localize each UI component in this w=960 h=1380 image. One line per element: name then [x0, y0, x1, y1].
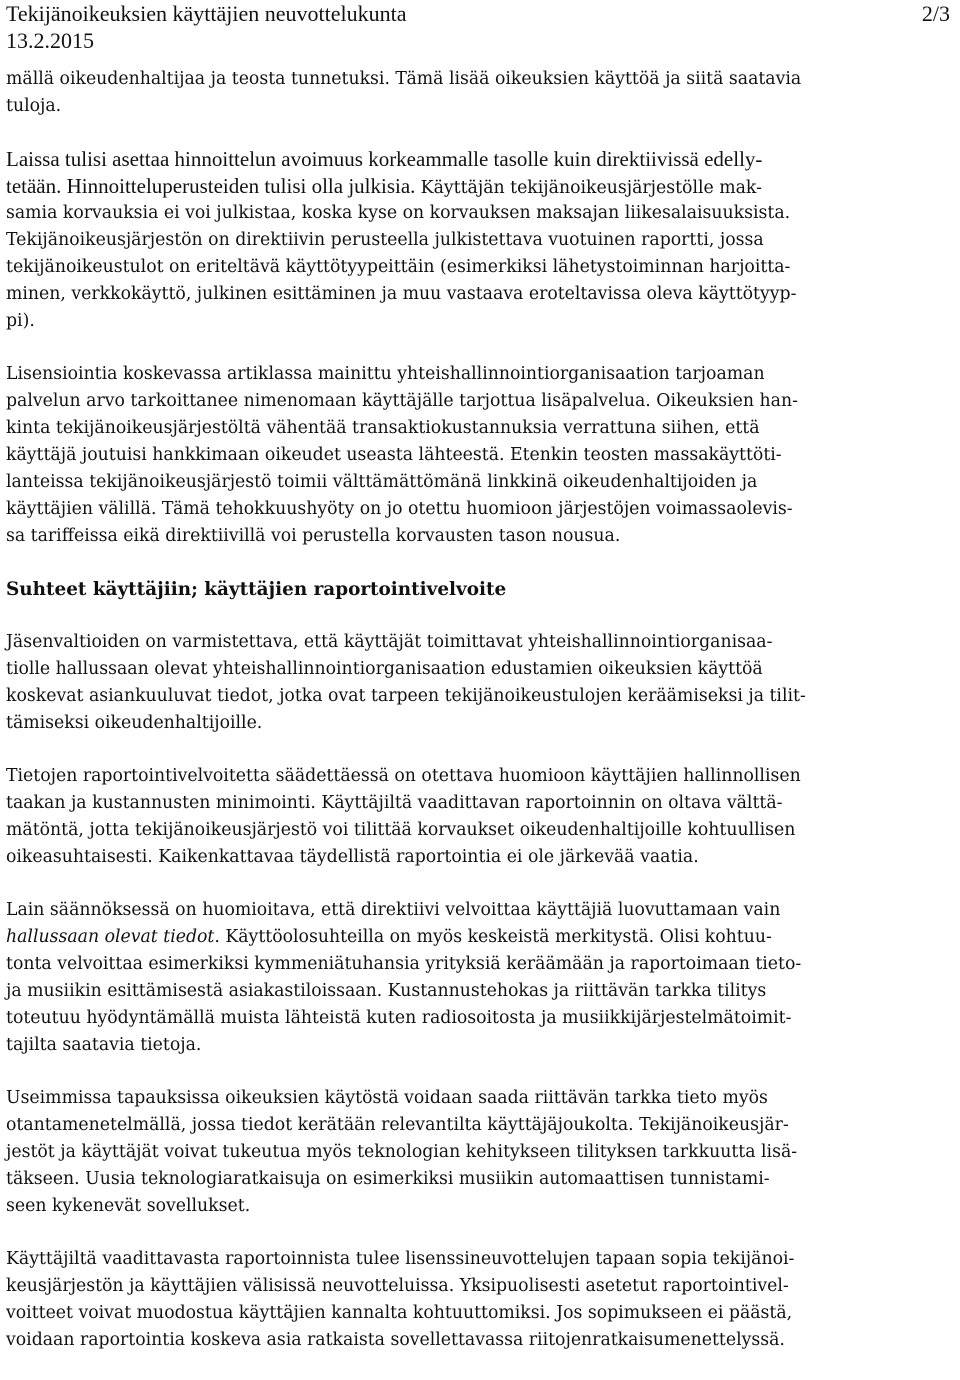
- text-line: tiolle hallussaan olevat yhteishallinnointiorganisaation edustamien oikeuksien käyttöä: [6, 659, 763, 679]
- text-line: [6, 146, 950, 173]
- text-line: koskevat asiankuuluvat tiedot, jotka ovat tarpeen tekijänoikeustulojen keräämiseksi ja tilit-: [6, 686, 806, 706]
- text-line: palvelun arvo tarkoittanee nimenomaan käyttäjälle tarjottua lisäpalvelua. Oikeuksien han-: [6, 391, 798, 411]
- document-body: [6, 66, 950, 1380]
- text-line: oikeasuhtaisesti. Kaikenkattavaa täydellistä raportointia ei ole järkevää vaatia.: [6, 847, 699, 867]
- paragraph: [6, 146, 950, 335]
- text-line: mällä oikeudenhaltijaa ja teosta tunnetuksi. Tämä lisää oikeuksien käyttöä ja siitä saatavia: [6, 69, 802, 89]
- text-line: käyttäjien välillä. Tämä tehokkuushyöty on jo otettu huomioon järjestöjen voimassaolevis-: [6, 499, 793, 519]
- text-line: toteutuu hyödyntämällä muista lähteistä kuten radiosoitosta ja musiikkijärjestelmätoimit-: [6, 1008, 792, 1028]
- text-line: täkseen. Uusia teknologiaratkaisuja on esimerkiksi musiikin automaattisen tunnistami-: [6, 1169, 770, 1189]
- text-line: [6, 173, 950, 200]
- text-line: kinta tekijänoikeusjärjestöltä vähentää transaktiokustannuksia verrattuna siihen, että: [6, 418, 760, 438]
- text-line: otantamenetelmällä, jossa tiedot kerätään relevantilta käyttäjäjoukolta. Tekijänoikeusjär-: [6, 1115, 789, 1135]
- text-line: tajilta saatavia tietoja.: [6, 1035, 202, 1055]
- text-line: Lain säännöksessä on huomioitava, että direktiivi velvoittaa käyttäjiä luovuttamaan vain: [6, 900, 781, 920]
- text-line: lanteissa tekijänoikeusjärjestö toimii välttämättömänä linkkinä oikeudenhaltijoiden ja: [6, 472, 758, 492]
- text-line: seen kykenevät sovellukset.: [6, 1196, 251, 1216]
- text-line: Käyttäjiltä vaadittavasta raportoinnista tulee lisenssineuvottelujen tapaan sopia tekijänoi-: [6, 1249, 795, 1269]
- text-line: pi).: [6, 311, 35, 331]
- text-span: Laissa tulisi asettaa hinnoittelun avoimuus korkeammalle tasolle kuin direktiivissä edelly-: [6, 147, 763, 171]
- document-page: [6, 0, 950, 1350]
- text-line: keusjärjestön ja käyttäjien välisissä neuvotteluissa. Yksipuolisesti asetetut raportointivel-: [6, 1276, 789, 1296]
- text-line: tuloja.: [6, 96, 62, 116]
- text-line: ja musiikin esittämisestä asiakastiloissaan. Kustannustehokas ja riittävän tarkka tilitys: [6, 981, 767, 1001]
- italic-text: hallussaan olevat tiedot: [6, 927, 215, 947]
- text-line: [6, 924, 950, 951]
- paragraph: [6, 629, 950, 737]
- text-line: jestöt ja käyttäjät voivat tukeutua myös teknologian kehitykseen tilityksen tarkkuutta lisä-: [6, 1142, 798, 1162]
- page-number: 2/3: [921, 1, 950, 26]
- organization-name: Tekijänoikeuksien käyttäjien neuvottelukunta: [6, 1, 407, 26]
- paragraph: [6, 897, 950, 1059]
- document-date: 13.2.2015: [6, 28, 94, 53]
- text-line: voitteet voivat muodostua käyttäjien kannalta kohtuuttomiksi. Jos sopimukseen ei päästä,: [6, 1303, 793, 1323]
- section-heading: Suhteet käyttäjiin; käyttäjien raportointivelvoite: [6, 579, 507, 600]
- text-line: Jäsenvaltioiden on varmistettava, että käyttäjät toimittavat yhteishallinnointiorganisaa-: [6, 632, 773, 652]
- text-line: Tekijänoikeusjärjestön on direktiivin perusteella julkistettava vuotuinen raportti, jossa: [6, 230, 764, 250]
- paragraph: [6, 763, 950, 871]
- text-line: tonta velvoittaa esimerkiksi kymmeniätuhansia yrityksiä keräämään ja raportoimaan tieto-: [6, 954, 802, 974]
- text-line: minen, verkkokäyttö, julkinen esittäminen ja muu vastaava eroteltavissa oleva käyttötyyp-: [6, 284, 797, 304]
- text-line: tämiseksi oikeudenhaltijoille.: [6, 713, 263, 733]
- text-span: tetään. Hinnoitteluperusteiden tulisi olla julkisia.: [6, 174, 421, 198]
- text-line: Tietojen raportointivelvoitetta säädettäessä on otettava huomioon käyttäjien hallinnollisen: [6, 766, 801, 786]
- text-line: samia korvauksia ei voi julkistaa, koska kyse on korvauksen maksajan liikesalaisuuksista.: [6, 203, 791, 223]
- text-line: Useimmissa tapauksissa oikeuksien käytöstä voidaan saada riittävän tarkka tieto myös: [6, 1088, 768, 1108]
- text-line: tekijänoikeustulot on eriteltävä käyttötyypeittäin (esimerkiksi lähetystoiminnan harjoitta-: [6, 257, 791, 277]
- text-span: . Käyttöolosuhteilla on myös keskeistä merkitystä. Olisi kohtuu-: [214, 927, 772, 947]
- paragraph: [6, 1085, 950, 1220]
- text-line: taakan ja kustannusten minimointi. Käyttäjiltä vaadittavan raportoinnin on oltava välttä-: [6, 793, 783, 813]
- text-line: käyttäjä joutuisi hankkimaan oikeudet useasta lähteestä. Etenkin teosten massakäyttöti-: [6, 445, 782, 465]
- text-line: sa tariffeissa eikä direktiivillä voi perustella korvausten tason nousua.: [6, 526, 621, 546]
- page-header: [6, 0, 950, 58]
- text-line: mätöntä, jotta tekijänoikeusjärjestö voi tilittää korvaukset oikeudenhaltijoille kohtuullisen: [6, 820, 796, 840]
- paragraph: [6, 361, 950, 550]
- text-span: Käyttäjän tekijänoikeusjärjestölle mak-: [420, 178, 762, 198]
- paragraph: [6, 1246, 950, 1354]
- text-line: voidaan raportointia koskeva asia ratkaista sovellettavassa riitojenratkaisumenettelyssä.: [6, 1330, 785, 1350]
- text-line: Lisensiointia koskevassa artiklassa mainittu yhteishallinnointiorganisaation tarjoaman: [6, 364, 765, 384]
- paragraph: [6, 66, 950, 120]
